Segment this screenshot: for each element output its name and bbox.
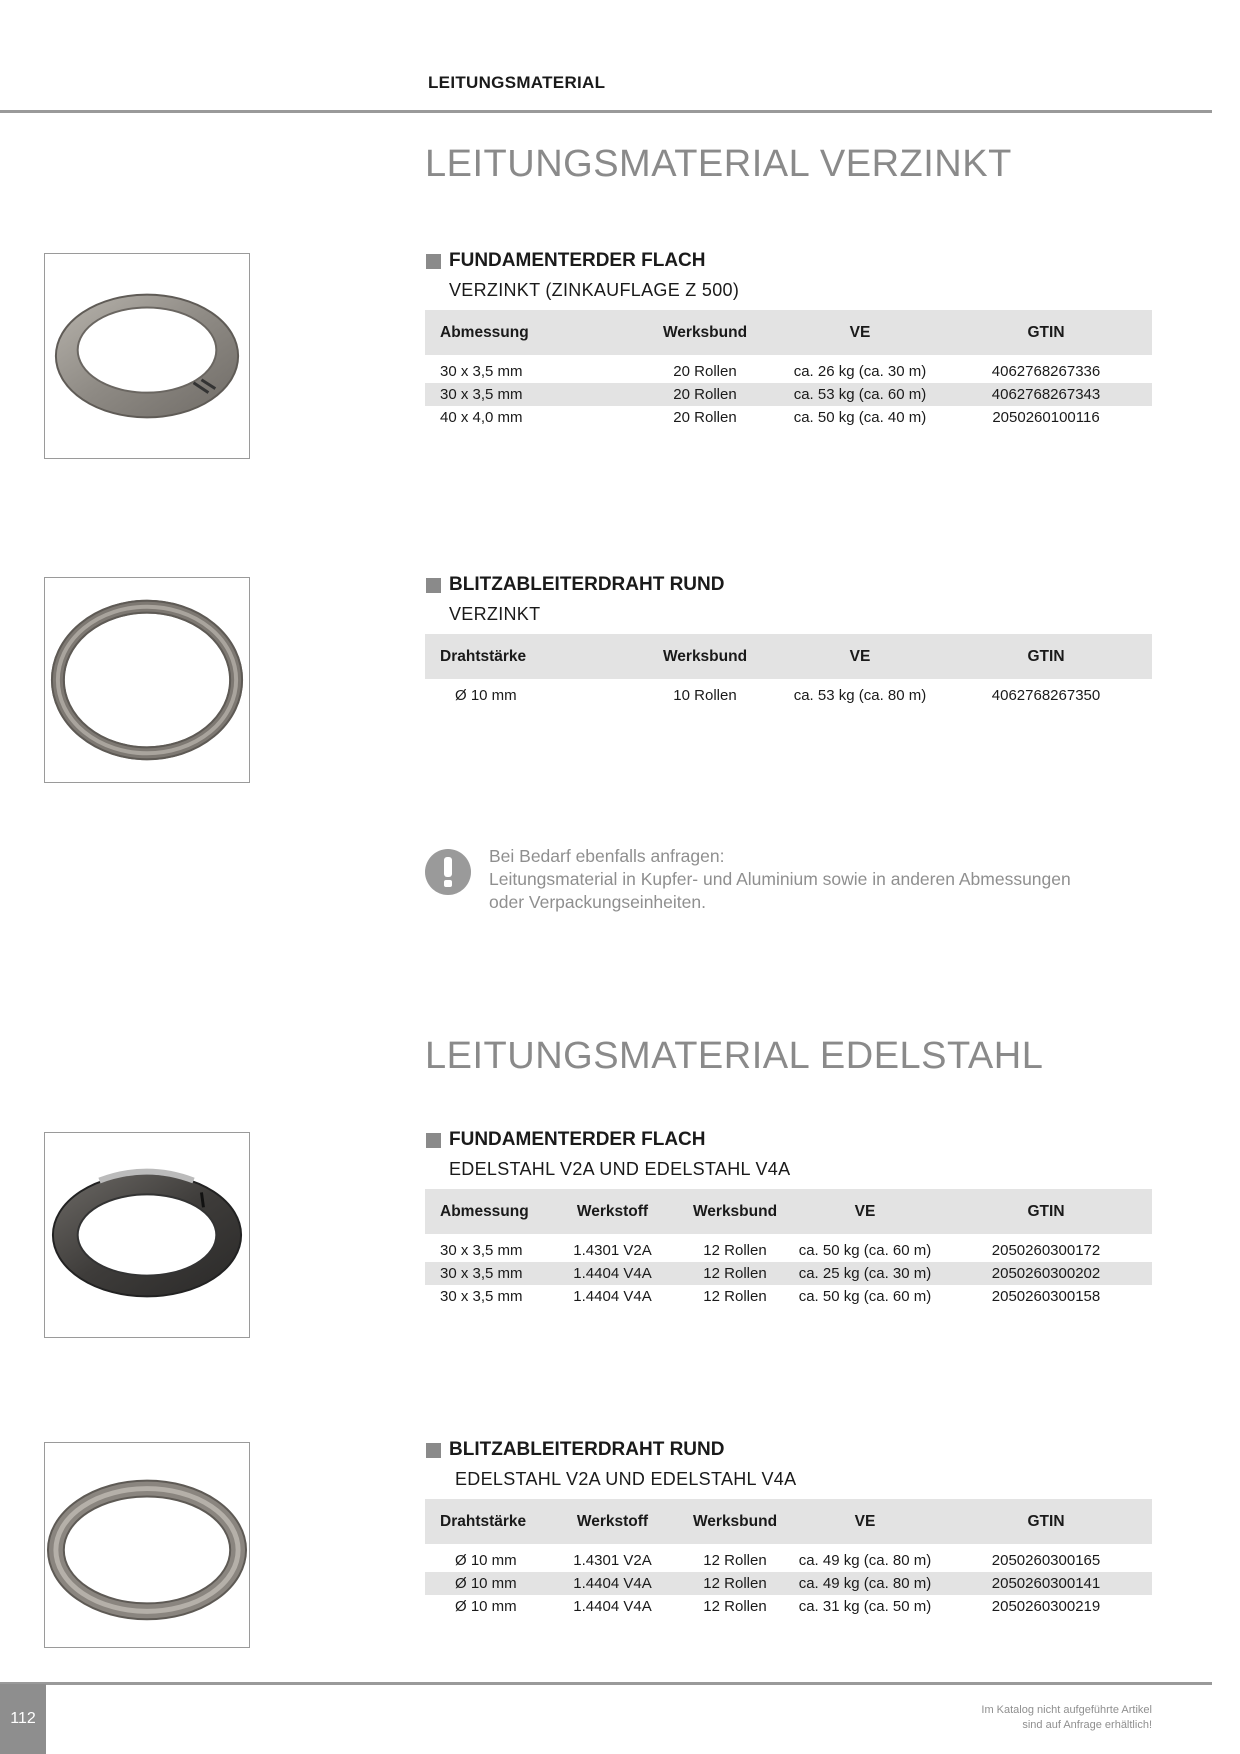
table-cell: 1.4301 V2A (573, 1552, 652, 1569)
product-title-blitzableiterdraht-edelstahl: BLITZABLEITERDRAHT RUND (426, 1439, 724, 1461)
product-subtitle: VERZINKT (449, 604, 541, 624)
table-row (425, 1239, 1152, 1262)
table-cell: Ø 10 mm (455, 1552, 517, 1569)
table-cell: 4062768267343 (940, 383, 1152, 406)
table-header-row (425, 1499, 1152, 1544)
table-cell: 40 x 4,0 mm (440, 409, 523, 426)
product-subtitle: VERZINKT (ZINKAUFLAGE Z 500) (449, 280, 740, 300)
table-cell: 2050260300219 (991, 1598, 1101, 1615)
table-cell: 1.4404 V4A (573, 1288, 652, 1305)
table-cell: 2050260300158 (991, 1288, 1101, 1305)
table-cell: ca. 31 kg (ca. 50 m) (798, 1598, 932, 1615)
square-bullet-icon (426, 1133, 441, 1148)
product-subtitle: EDELSTAHL V2A UND EDELSTAHL V4A (455, 1469, 797, 1489)
column-header: GTIN (940, 1189, 1152, 1234)
section-title-verzinkt: LEITUNGSMATERIAL VERZINKT (425, 143, 1012, 185)
square-bullet-icon (426, 578, 441, 593)
table-row (425, 1572, 1152, 1595)
spec-table-blitzableiterdraht-edelstahl (425, 1499, 1152, 1618)
table-cell: 12 Rollen (703, 1598, 767, 1615)
table-row (425, 406, 1152, 429)
column-header: Werksbund (680, 1499, 790, 1544)
column-header: GTIN (940, 310, 1152, 355)
product-image-flat-strip-galvanized (44, 253, 250, 459)
table-row (425, 1262, 1152, 1285)
table-row (425, 1285, 1152, 1308)
square-bullet-icon (426, 1443, 441, 1458)
table-cell: ca. 26 kg (ca. 30 m) (793, 363, 927, 380)
table-header-row (425, 634, 1152, 679)
table-cell: ca. 53 kg (ca. 80 m) (793, 687, 927, 704)
footer-note: Im Katalog nicht aufgeführte Artikel sind auf Anfrage erhältlich! (981, 1704, 1152, 1731)
table-cell: ca. 53 kg (ca. 60 m) (780, 383, 940, 406)
product-image-round-wire-stainless (44, 1442, 250, 1648)
table-cell: 1.4404 V4A (545, 1262, 680, 1285)
column-header: GTIN (940, 1499, 1152, 1544)
column-header: Werkstoff (545, 1189, 680, 1234)
notice-text: Bei Bedarf ebenfalls anfragen: Leitungsmaterial in Kupfer- und Aluminium sowie in anderen Abmessungen oder Verpackungseinheiten. (489, 846, 1071, 912)
column-header: VE (780, 310, 940, 355)
header-divider (0, 110, 1212, 113)
table-cell: 4062768267336 (991, 363, 1101, 380)
table-cell: Ø 10 mm (425, 1572, 545, 1595)
table-cell: 12 Rollen (703, 1242, 767, 1259)
table-cell: 2050260100116 (992, 409, 1100, 426)
table-cell: ca. 49 kg (ca. 80 m) (790, 1572, 940, 1595)
column-header: Drahtstärke (425, 1499, 545, 1544)
page-number: 112 (0, 1684, 46, 1754)
table-cell: 1.4301 V2A (573, 1242, 652, 1259)
product-title-blitzableiterdraht-verzinkt: BLITZABLEITERDRAHT RUND (426, 574, 724, 596)
table-cell: ca. 50 kg (ca. 60 m) (798, 1242, 932, 1259)
product-image-flat-strip-stainless (44, 1132, 250, 1338)
table-row (425, 1595, 1152, 1618)
section-title-edelstahl: LEITUNGSMATERIAL EDELSTAHL (425, 1035, 1044, 1077)
spec-table-blitzableiterdraht-verzinkt (425, 634, 1152, 707)
product-image-round-wire-galvanized (44, 577, 250, 783)
column-header: VE (790, 1499, 940, 1544)
table-cell: 1.4404 V4A (573, 1598, 652, 1615)
column-header: Drahtstärke (425, 634, 630, 679)
footer-divider (0, 1682, 1212, 1685)
product-title-fundamenterder-flach-verzinkt: FUNDAMENTERDER FLACH (426, 250, 705, 272)
table-cell: ca. 50 kg (ca. 60 m) (798, 1288, 932, 1305)
table-cell: ca. 50 kg (ca. 40 m) (793, 409, 927, 426)
column-header: Werksbund (680, 1189, 790, 1234)
table-cell: 1.4404 V4A (545, 1572, 680, 1595)
spec-table-fundamenterder-verzinkt (425, 310, 1152, 429)
column-header: Abmessung (425, 1189, 545, 1234)
table-cell: ca. 25 kg (ca. 30 m) (790, 1262, 940, 1285)
table-cell: Ø 10 mm (455, 1598, 517, 1615)
table-cell: 30 x 3,5 mm (440, 1242, 523, 1259)
table-header-row (425, 310, 1152, 355)
square-bullet-icon (426, 254, 441, 269)
column-header: VE (790, 1189, 940, 1234)
table-cell: 20 Rollen (673, 409, 737, 426)
table-cell: 2050260300202 (940, 1262, 1152, 1285)
table-cell: 12 Rollen (680, 1262, 790, 1285)
table-cell: 10 Rollen (673, 687, 737, 704)
table-header-row (425, 1189, 1152, 1234)
table-cell: 4062768267350 (991, 687, 1101, 704)
running-header: LEITUNGSMATERIAL (428, 73, 606, 92)
table-cell: 2050260300172 (991, 1242, 1101, 1259)
column-header: VE (780, 634, 940, 679)
column-header: Abmessung (425, 310, 630, 355)
table-cell: Ø 10 mm (455, 687, 517, 704)
exclamation-icon (425, 849, 471, 895)
column-header: Werkstoff (545, 1499, 680, 1544)
column-header: GTIN (940, 634, 1152, 679)
product-title-fundamenterder-flach-edelstahl: FUNDAMENTERDER FLACH (426, 1129, 705, 1151)
table-row (425, 360, 1152, 383)
column-header: Werksbund (630, 634, 780, 679)
spec-table-fundamenterder-edelstahl (425, 1189, 1152, 1308)
table-cell: 30 x 3,5 mm (440, 1288, 523, 1305)
table-row (425, 684, 1152, 707)
table-cell: 20 Rollen (673, 363, 737, 380)
table-row (425, 383, 1152, 406)
table-cell: 2050260300141 (940, 1572, 1152, 1595)
table-cell: 12 Rollen (703, 1288, 767, 1305)
table-cell: 30 x 3,5 mm (440, 363, 523, 380)
table-cell: 20 Rollen (630, 383, 780, 406)
table-cell: 30 x 3,5 mm (425, 1262, 545, 1285)
table-cell: 12 Rollen (703, 1552, 767, 1569)
table-row (425, 1549, 1152, 1572)
table-cell: 30 x 3,5 mm (425, 383, 630, 406)
table-cell: ca. 49 kg (ca. 80 m) (798, 1552, 932, 1569)
table-cell: 2050260300165 (991, 1552, 1101, 1569)
table-cell: 12 Rollen (680, 1572, 790, 1595)
product-subtitle: EDELSTAHL V2A UND EDELSTAHL V4A (449, 1159, 791, 1179)
column-header: Werksbund (630, 310, 780, 355)
